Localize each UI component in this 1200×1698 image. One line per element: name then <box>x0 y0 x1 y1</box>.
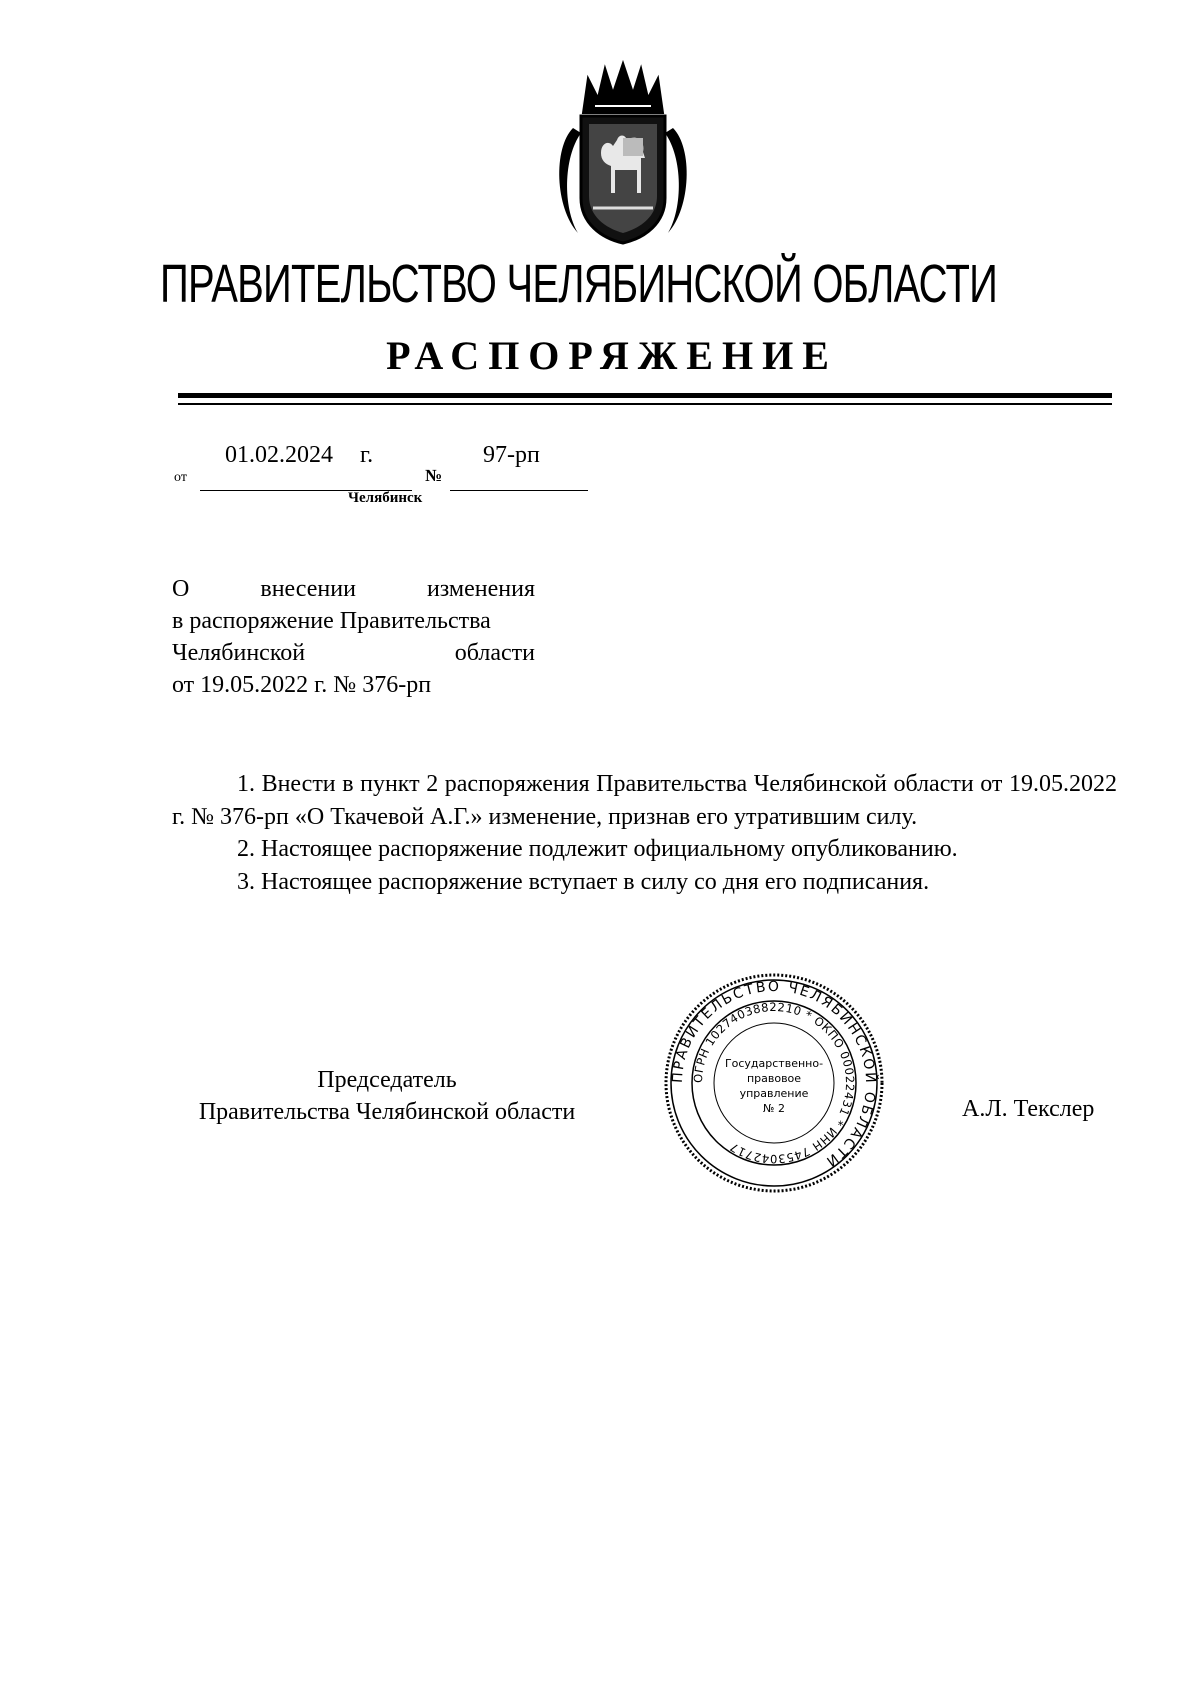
seal-center-line: № 2 <box>763 1102 785 1115</box>
seal-center-line: Государственно- <box>724 1057 824 1070</box>
coat-of-arms-emblem <box>553 58 693 248</box>
seal-ring-text: ОГРН 1027403882210 * ОКПО 00022431 * ИНН 7453042717 <box>690 999 858 1167</box>
document-type-title: РАСПОРЯЖЕНИЕ <box>386 333 838 378</box>
subject-word: области <box>454 640 535 666</box>
subject-word: внесении <box>260 576 356 602</box>
date-suffix: г. <box>360 442 374 468</box>
body-paragraph-1: 1. Внести в пункт 2 распоряжения Правительства Челябинской области от 19.05.2022 г. № 376-рп «О Ткачевой А.Г.» изменение, признав его утратившим силу. <box>172 771 1117 830</box>
subject-line: в распоряжение Правительства <box>172 608 491 634</box>
body-paragraph-2: 2. Настоящее распоряжение подлежит официальному опубликованию. <box>237 836 958 862</box>
header-rule-thick <box>178 393 1112 398</box>
subject-line: от 19.05.2022 г. № 376-рп <box>172 672 432 698</box>
subject-word: изменения <box>426 576 535 602</box>
body-paragraph-3: 3. Настоящее распоряжение вступает в силу со дня его подписания. <box>237 868 930 895</box>
subject-line <box>172 637 535 669</box>
subject-word: О <box>172 576 190 602</box>
seal-center-line: управление <box>739 1087 809 1100</box>
document-date: 01.02.2024 <box>225 442 333 468</box>
subject-block <box>172 573 535 701</box>
document-body <box>172 768 1117 898</box>
number-label: № <box>425 466 443 485</box>
from-label: от <box>174 470 187 485</box>
city-name: Челябинск <box>348 490 423 506</box>
header-rule-thin <box>178 403 1112 405</box>
signatory-name: А.Л. Текслер <box>962 1096 1095 1122</box>
date-number-row <box>0 442 1200 502</box>
official-seal <box>663 972 885 1194</box>
number-underline <box>450 490 588 491</box>
subject-word: Челябинской <box>172 640 306 666</box>
signatory-title-line: Председатель <box>317 1067 457 1093</box>
signatory-title-line: Правительства Челябинской области <box>198 1099 576 1125</box>
organization-title: ПРАВИТЕЛЬСТВО ЧЕЛЯБИНСКОЙ ОБЛАСТИ <box>160 254 998 314</box>
document-number: 97-рп <box>483 442 540 468</box>
seal-center-line: правовое <box>746 1072 802 1085</box>
subject-line <box>172 573 535 605</box>
seal-outer-text: ПРАВИТЕЛЬСТВО ЧЕЛЯБИНСКОЙ ОБЛАСТИ <box>669 978 879 1171</box>
signatory-title <box>172 1064 602 1128</box>
